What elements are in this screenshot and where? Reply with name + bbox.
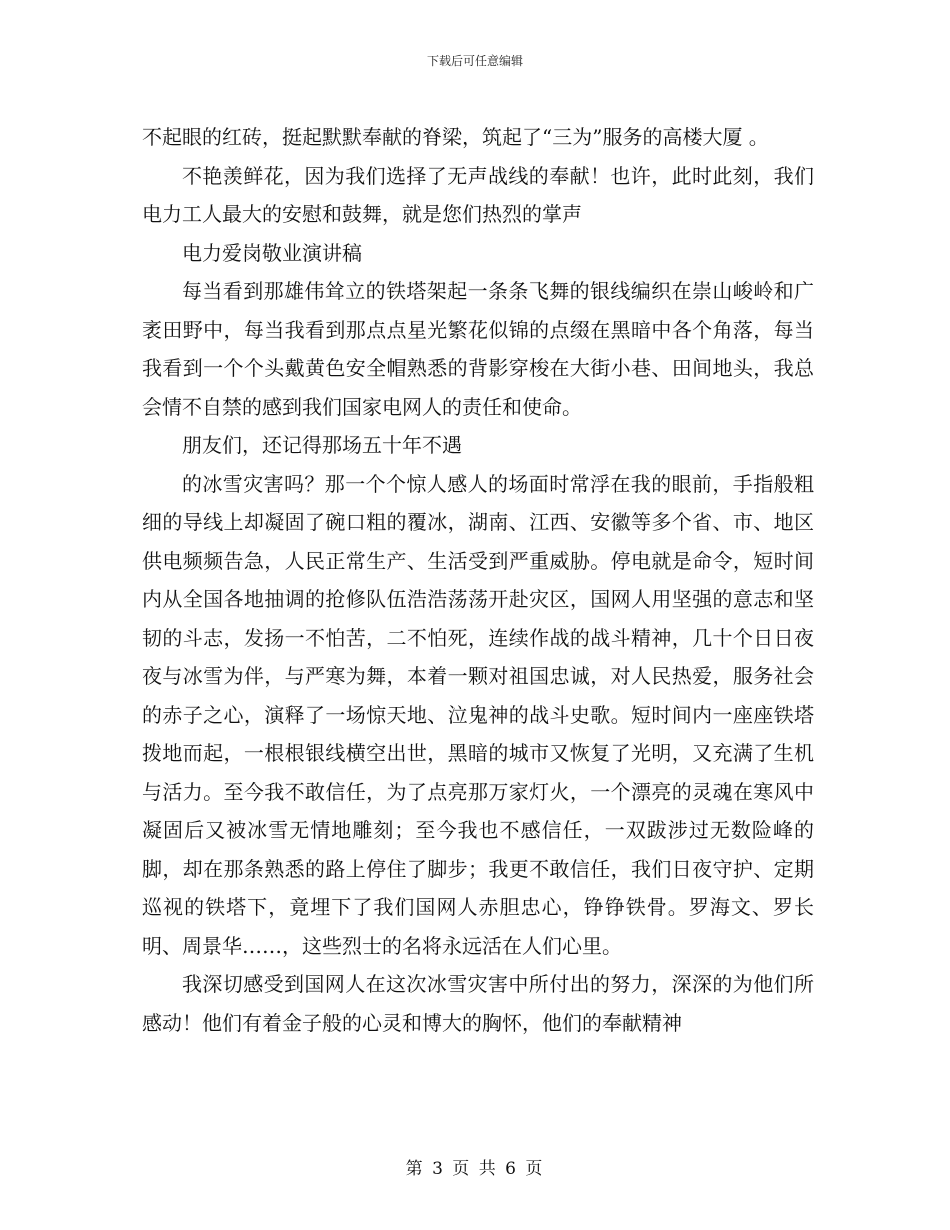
paragraph: 不起眼的红砖，挺起默默奉献的脊梁，筑起了“三为”服务的高楼大厦 。 — [142, 125, 769, 149]
page-number: 第 3 页 共 6 页 — [405, 1159, 545, 1179]
paragraph: 的冰雪灾害吗？那一个个惊人感人的场面时常浮在我的眼前，手指般粗细的导线上却凝固了碗口粗的覆冰，湖南、江西、安徽等多个省、市、地区供电频频告急，人民正常生产、生活受到严重威胁。停电就是命令，短时间内从全国各地抽调的抢修队伍浩浩荡荡开赴灾区，国网人用坚强的意志和坚韧的斗志，发扬一不怕苦，二不怕死，连续作战的战斗精神，几十个日日夜夜与冰雪为伴，与严寒为舞，本着一颗对祖国忠诚，对人民热爱，服务社会的赤子之心，演释了一场惊天地、泣鬼神的战斗史歌。短时间内一座座铁塔拨地而起，一根根银线横空出世，黑暗的城市又恢复了光明，又充满了生机与活力。至今我不敢信任，为了点亮那万家灯火，一个漂亮的灵魂在寒风中凝固后又被冰雪无情地雕刻；至今我也不感信任，一双跋涉过无数险峰的脚，却在那条熟悉的路上停住了脚步；我更不敢信任，我们日夜守护、定期巡视的铁塔下，竟埋下了我们国网人赤胆忠心，铮铮铁骨。罗海文、罗长明、周景华……，这些烈士的名将永远活在人们心里。 — [142, 471, 814, 958]
paragraph: 朋友们，还记得那场五十年不遇 — [182, 433, 462, 457]
paragraph: 每当看到那雄伟耸立的铁塔架起一条条飞舞的银线编织在崇山峻岭和广袤田野中，每当我看到那点点星光繁花似锦的点缀在黑暗中各个角落，每当我看到一个个头戴黄色安全帽熟悉的背影穿梭在大街小巷、田间地头，我总会情不自禁的感到我们国家电网人的责任和使命。 — [142, 279, 814, 419]
paragraph: 不艳羡鲜花，因为我们选择了无声战线的奉献！也许，此时此刻，我们电力工人最大的安慰和鼓舞，就是您们热烈的掌声 — [142, 163, 814, 226]
section-title: 电力爱岗敬业演讲稿 — [182, 240, 362, 265]
document-body — [142, 118, 814, 1042]
paragraph: 我深切感受到国网人在这次冰雪灾害中所付出的努力，深深的为他们所感动！他们有着金子般的心灵和博大的胸怀，他们的奉献精神 — [142, 972, 814, 1035]
page-header: 下载后可任意编辑 — [426, 54, 523, 68]
